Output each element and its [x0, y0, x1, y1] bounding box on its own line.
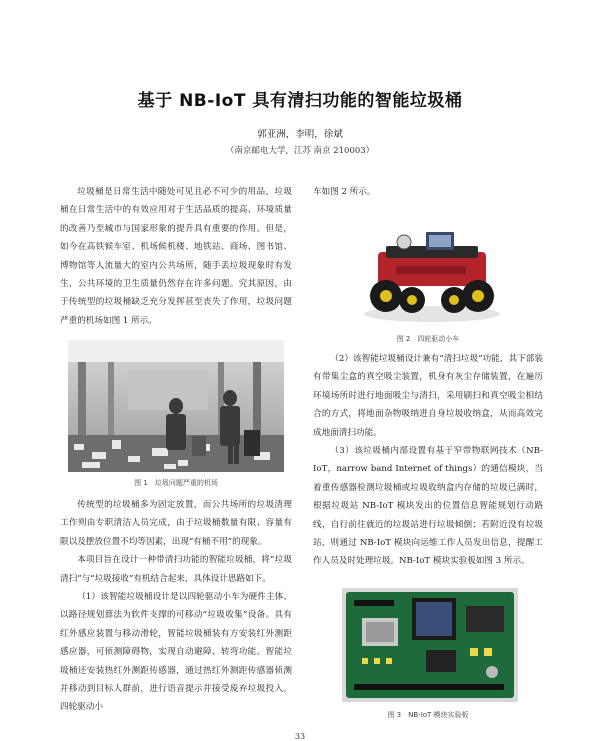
four-wheel-car-illustration	[356, 222, 508, 326]
paper-title: 基于 NB-IoT 具有清扫功能的智能垃圾桶	[137, 91, 463, 111]
body-paragraph: 垃圾桶是日常生活中随处可见且必不可少的用品，垃圾桶在日常生活中的有效应用对于生活品质的提高、环境质量的改善乃至城市与国家形象的提升具有重要的作用。但是，如今在高铁候车室、机场候机楼、地铁站、商场、图书馆、博物馆等人流量大的室内公共场所，随手丢垃圾现象时有发生，公共环境的卫生质量仍然存在许多问题。究其原因，由于传统型的垃圾桶缺乏充分发挥甚至丧失了作用，垃圾问题严重的机场如图 1 所示。	[60, 187, 292, 326]
figure-1-caption: 图 1 垃圾问题严重的机场	[134, 479, 218, 487]
paper-authors: 郭亚洲，李明，徐斌	[257, 129, 343, 140]
figure-3-caption: 图 3 NB-IoT 模块实验板	[387, 711, 469, 719]
airport-photo-illustration	[68, 340, 284, 472]
left-column-lower	[60, 496, 292, 717]
body-paragraph: 传统型的垃圾桶多为固定放置，而公共场所的垃圾清理工作则由专职清洁人员完成，由于垃圾桶数量有限、容量有限以及摆放位置不均等因素，出现“有桶不用”的现象。	[60, 500, 292, 547]
body-paragraph: （2）该智能垃圾桶设计兼有“清扫垃圾”功能，其下部装有带集尘盒的真空吸尘装置，机身有灰尘存储装置，在遍历环境场所时进行地面吸尘与清扫，采用刷扫和真空吸尘相结合的方式，将地面杂物吸纳进自身垃圾收纳盒，从而高效完成地面清扫功能。	[313, 354, 543, 438]
right-column-upper	[313, 183, 543, 201]
figure-1-airport-photo	[68, 340, 284, 472]
body-paragraph: 本项目旨在设计一种带清扫功能的智能垃圾桶，将“垃圾清扫”与“垃圾接收”有机结合起来，具体设计思路如下。	[60, 555, 292, 584]
figure-2-caption: 图 2 四轮驱动小车	[396, 335, 460, 343]
left-column-upper	[60, 183, 292, 330]
body-paragraph: （1）该智能垃圾桶设计是以四轮驱动小车为硬件主体、以路径规划算法为软件支撑的可移动“垃圾收集”设备。具有红外感应装置与移动滑轮，智能垃圾桶装有方安装红外测距感应器，可侦测障碍物，实现自动避障、转弯功能。智能垃圾桶还安装热红外测距传感器，通过热红外测距传感器侦测并移动到目标人群前，进行语音提示并接受废弃垃圾投入。四轮驱动小	[60, 592, 292, 713]
body-paragraph: （3）该垃圾桶内部设置有基于窄带物联网技术（NB-IoT，narrow band Internet of things）的通信模块，当着重传感器检测垃圾桶或垃圾收纳盒内存储的垃圾已满时，根据垃圾站 NB-IoT 模块发出的位置信息智能规划行动路线，自行前往就近的垃圾站进行垃圾倾倒；若附近没有垃圾站，则通过 NB-IoT 模块向运维工作人员发出信息，提醒工作人员及时处理垃圾。NB-IoT 模块实验板如图 3 所示。	[313, 446, 543, 567]
paper-affiliation: （南京邮电大学，江苏 南京 210003）	[225, 146, 375, 156]
nbiot-board-illustration	[342, 588, 518, 702]
page-number: 33	[294, 732, 306, 741]
figure-3-board-photo	[342, 588, 518, 702]
right-column-lower	[313, 350, 543, 571]
body-paragraph: 车如图 2 所示。	[313, 187, 376, 197]
figure-2-car-photo	[356, 222, 508, 326]
